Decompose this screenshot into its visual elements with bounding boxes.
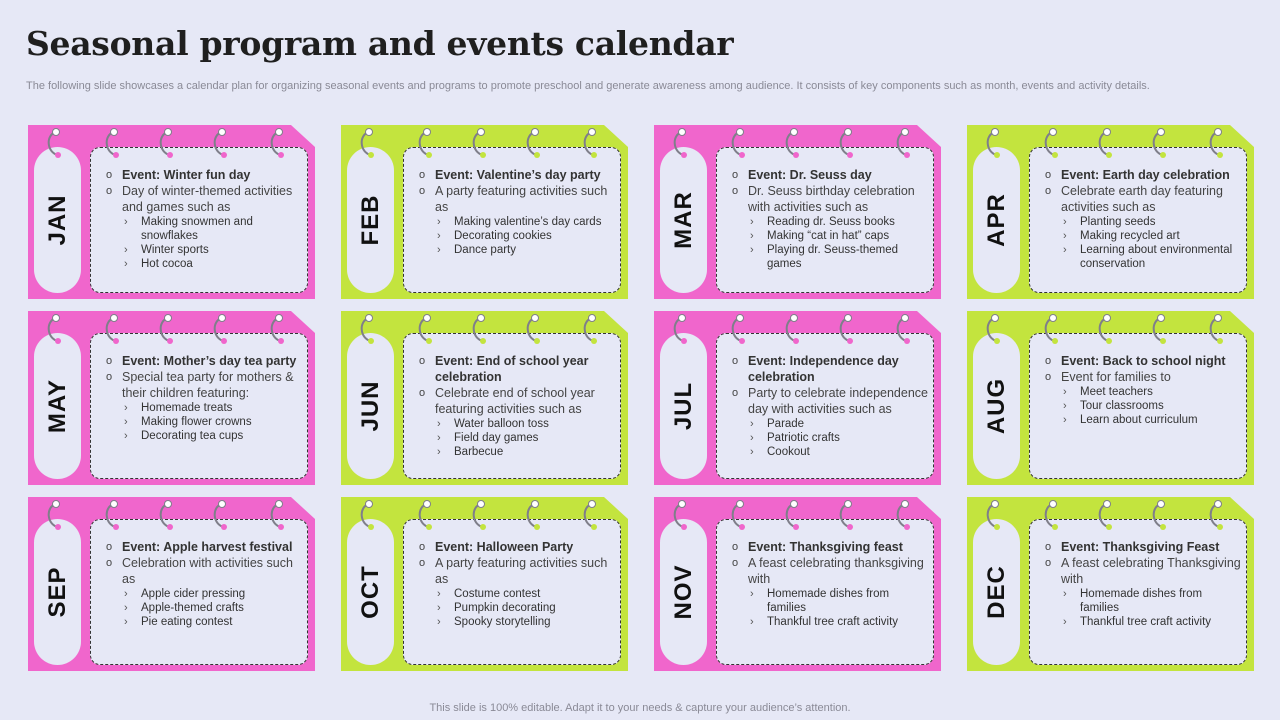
event-details [1043, 353, 1243, 427]
event-row [1043, 539, 1243, 555]
month-pill [973, 519, 1020, 665]
activity-item [730, 215, 930, 229]
chevron-right-icon: › [437, 230, 441, 242]
circle-bullet-icon: o [1045, 185, 1052, 197]
month-label: JAN [43, 194, 71, 246]
month-label: FEB [356, 194, 384, 246]
activity-label: Water balloon toss [454, 418, 549, 430]
event-description: Dr. Seuss birthday celebration with activities such as [748, 184, 915, 214]
month-card-mar [654, 125, 941, 299]
activity-item [104, 243, 304, 257]
activity-label: Homemade dishes from families [767, 588, 890, 614]
circle-bullet-icon: o [419, 541, 426, 553]
chevron-right-icon: › [750, 230, 754, 242]
event-details [104, 167, 304, 271]
event-description: A feast celebrating thanksgiving with [748, 556, 924, 586]
chevron-right-icon: › [750, 216, 754, 228]
month-label: JUN [356, 380, 384, 432]
month-pill [660, 147, 707, 293]
page-title: Seasonal program and events calendar [26, 24, 734, 63]
month-card-nov [654, 497, 941, 671]
activity-label: Making recycled art [1080, 230, 1180, 242]
event-description: Celebration with activities such as [122, 556, 293, 586]
month-pill [973, 333, 1020, 479]
activity-item [417, 601, 617, 615]
activity-label: Pie eating contest [141, 616, 233, 628]
chevron-right-icon: › [124, 216, 128, 228]
event-description: Day of winter-themed activities and games such as [122, 184, 293, 214]
event-description: Celebrate earth day featuring activities such as [1061, 184, 1223, 214]
chevron-right-icon: › [437, 616, 441, 628]
month-pill [347, 519, 394, 665]
chevron-right-icon: › [1063, 216, 1067, 228]
activity-label: Meet teachers [1080, 386, 1153, 398]
month-label: NOV [669, 564, 697, 620]
activity-item [104, 615, 304, 629]
description-row [417, 555, 617, 587]
event-description: Celebrate end of school year featuring activities such as [435, 386, 595, 416]
circle-bullet-icon: o [732, 355, 739, 367]
event-title: Event: Halloween Party [435, 540, 574, 554]
activity-item [730, 615, 930, 629]
event-row [417, 353, 617, 385]
activity-item [417, 445, 617, 459]
event-row [730, 167, 930, 183]
circle-bullet-icon: o [106, 355, 113, 367]
event-description: A feast celebrating Thanksgiving with [1061, 556, 1241, 586]
month-card-oct [341, 497, 628, 671]
activity-label: Thankful tree craft activity [767, 616, 899, 628]
circle-bullet-icon: o [106, 541, 113, 553]
month-label: MAR [669, 191, 697, 249]
activity-item [1043, 215, 1243, 229]
chevron-right-icon: › [750, 244, 754, 256]
activity-item [104, 587, 304, 601]
activity-item [417, 215, 617, 229]
event-title: Event: Valentine’s day party [435, 168, 601, 182]
activity-label: Cookout [767, 446, 810, 458]
event-details [730, 167, 930, 271]
circle-bullet-icon: o [106, 185, 113, 197]
description-row [730, 385, 930, 417]
chevron-right-icon: › [1063, 400, 1067, 412]
chevron-right-icon: › [124, 402, 128, 414]
event-title: Event: Back to school night [1061, 354, 1226, 368]
circle-bullet-icon: o [106, 557, 113, 569]
chevron-right-icon: › [1063, 588, 1067, 600]
activity-item [104, 257, 304, 271]
month-card-jun [341, 311, 628, 485]
event-row [104, 167, 304, 183]
activity-item [1043, 413, 1243, 427]
event-row [1043, 167, 1243, 183]
activity-label: Decorating cookies [454, 230, 552, 242]
activity-label: Parade [767, 418, 805, 430]
event-description: Event for families to [1061, 370, 1171, 384]
activity-item [104, 401, 304, 415]
activity-label: Apple-themed crafts [141, 602, 244, 614]
month-card-may [28, 311, 315, 485]
activity-label: Planting seeds [1080, 216, 1156, 228]
month-pill [973, 147, 1020, 293]
month-label: MAY [43, 378, 71, 434]
chevron-right-icon: › [124, 244, 128, 256]
month-pill [34, 147, 81, 293]
chevron-right-icon: › [1063, 244, 1067, 256]
activity-label: Field day games [454, 432, 539, 444]
activity-label: Learn about curriculum [1080, 414, 1198, 426]
chevron-right-icon: › [437, 446, 441, 458]
activity-label: Making snowmen and snowflakes [141, 216, 253, 242]
circle-bullet-icon: o [732, 541, 739, 553]
chevron-right-icon: › [437, 216, 441, 228]
chevron-right-icon: › [124, 430, 128, 442]
activity-item [417, 587, 617, 601]
activity-label: Playing dr. Seuss-themed games [767, 244, 899, 270]
event-title: Event: Winter fun day [122, 168, 251, 182]
month-pill [347, 333, 394, 479]
month-label: OCT [356, 565, 384, 619]
circle-bullet-icon: o [419, 185, 426, 197]
activity-label: Barbecue [454, 446, 504, 458]
month-card-jul [654, 311, 941, 485]
chevron-right-icon: › [124, 602, 128, 614]
event-row [417, 167, 617, 183]
event-title: Event: Thanksgiving Feast [1061, 540, 1220, 554]
event-details [417, 539, 617, 629]
activity-item [1043, 229, 1243, 243]
activity-item [104, 215, 304, 243]
footer-note: This slide is 100% editable. Adapt it to your needs & capture your audience’s attention. [429, 702, 851, 714]
chevron-right-icon: › [437, 602, 441, 614]
month-label: AUG [982, 377, 1010, 435]
activity-label: Thankful tree craft activity [1080, 616, 1212, 628]
month-label: APR [982, 193, 1010, 247]
activity-label: Spooky storytelling [454, 616, 551, 628]
activity-item [730, 445, 930, 459]
event-title: Event: Earth day celebration [1061, 168, 1230, 182]
description-row [1043, 369, 1243, 385]
activity-item [417, 431, 617, 445]
chevron-right-icon: › [750, 616, 754, 628]
event-title: Event: Apple harvest festival [122, 540, 293, 554]
event-details [104, 353, 304, 443]
event-title: Event: Mother’s day tea party [122, 354, 297, 368]
circle-bullet-icon: o [106, 371, 113, 383]
activity-label: Homemade dishes from families [1080, 588, 1203, 614]
chevron-right-icon: › [1063, 616, 1067, 628]
activity-item [730, 417, 930, 431]
activity-item [730, 243, 930, 271]
activity-label: Patriotic crafts [767, 432, 840, 444]
circle-bullet-icon: o [732, 169, 739, 181]
description-row [417, 183, 617, 215]
circle-bullet-icon: o [732, 185, 739, 197]
activity-label: Making “cat in hat” caps [767, 230, 890, 242]
activity-item [1043, 385, 1243, 399]
page-subtitle: The following slide showcases a calendar plan for organizing seasonal events and programs to promote preschool and generate awareness among audience. It consists of key components such as month, events and activity details. [26, 80, 1150, 92]
event-title: Event: Dr. Seuss day [748, 168, 872, 182]
activity-label: Making valentine’s day cards [454, 216, 602, 228]
description-row [1043, 183, 1243, 215]
month-card-aug [967, 311, 1254, 485]
chevron-right-icon: › [437, 588, 441, 600]
chevron-right-icon: › [750, 588, 754, 600]
activity-label: Reading dr. Seuss books [767, 216, 895, 228]
chevron-right-icon: › [124, 258, 128, 270]
circle-bullet-icon: o [732, 557, 739, 569]
month-card-sep [28, 497, 315, 671]
activity-item [104, 415, 304, 429]
month-pill [660, 519, 707, 665]
activity-label: Winter sports [141, 244, 209, 256]
activity-label: Tour classrooms [1080, 400, 1164, 412]
event-details [1043, 167, 1243, 271]
event-row [730, 539, 930, 555]
month-card-jan [28, 125, 315, 299]
activity-item [1043, 615, 1243, 629]
circle-bullet-icon: o [1045, 557, 1052, 569]
activity-item [417, 417, 617, 431]
description-row [104, 183, 304, 215]
month-pill [34, 519, 81, 665]
circle-bullet-icon: o [1045, 371, 1052, 383]
description-row [104, 555, 304, 587]
chevron-right-icon: › [750, 446, 754, 458]
event-description: A party featuring activities such as [435, 184, 608, 214]
activity-label: Apple cider pressing [141, 588, 246, 600]
event-description: Party to celebrate independence day with activities such as [748, 386, 928, 416]
activity-item [417, 615, 617, 629]
activity-item [730, 587, 930, 615]
chevron-right-icon: › [1063, 386, 1067, 398]
description-row [730, 183, 930, 215]
activity-item [417, 243, 617, 257]
event-title: Event: End of school year celebration [435, 354, 589, 384]
chevron-right-icon: › [437, 432, 441, 444]
circle-bullet-icon: o [1045, 169, 1052, 181]
month-label: JUL [669, 381, 697, 431]
activity-item [1043, 243, 1243, 271]
event-row [417, 539, 617, 555]
activity-label: Costume contest [454, 588, 541, 600]
chevron-right-icon: › [437, 418, 441, 430]
chevron-right-icon: › [124, 588, 128, 600]
event-details [730, 353, 930, 459]
event-row [104, 539, 304, 555]
circle-bullet-icon: o [419, 355, 426, 367]
event-description: A party featuring activities such as [435, 556, 608, 586]
circle-bullet-icon: o [1045, 355, 1052, 367]
activity-item [1043, 587, 1243, 615]
event-row [1043, 353, 1243, 369]
month-pill [347, 147, 394, 293]
chevron-right-icon: › [124, 616, 128, 628]
chevron-right-icon: › [1063, 414, 1067, 426]
event-details [730, 539, 930, 629]
activity-label: Making flower crowns [141, 416, 252, 428]
circle-bullet-icon: o [419, 387, 426, 399]
activity-label: Homemade treats [141, 402, 233, 414]
circle-bullet-icon: o [106, 169, 113, 181]
month-card-dec [967, 497, 1254, 671]
month-pill [660, 333, 707, 479]
event-description: Special tea party for mothers & their children featuring: [122, 370, 294, 400]
event-title: Event: Independence day celebration [748, 354, 899, 384]
month-card-apr [967, 125, 1254, 299]
circle-bullet-icon: o [1045, 541, 1052, 553]
event-details [417, 353, 617, 459]
description-row [104, 369, 304, 401]
activity-label: Hot cocoa [141, 258, 193, 270]
description-row [1043, 555, 1243, 587]
chevron-right-icon: › [437, 244, 441, 256]
activity-label: Pumpkin decorating [454, 602, 556, 614]
activity-label: Dance party [454, 244, 517, 256]
circle-bullet-icon: o [419, 557, 426, 569]
chevron-right-icon: › [750, 432, 754, 444]
event-title: Event: Thanksgiving feast [748, 540, 903, 554]
event-details [1043, 539, 1243, 629]
month-card-feb [341, 125, 628, 299]
activity-item [730, 229, 930, 243]
chevron-right-icon: › [1063, 230, 1067, 242]
event-details [417, 167, 617, 257]
activity-item [104, 429, 304, 443]
activity-item [104, 601, 304, 615]
event-row [730, 353, 930, 385]
month-pill [34, 333, 81, 479]
chevron-right-icon: › [750, 418, 754, 430]
description-row [417, 385, 617, 417]
description-row [730, 555, 930, 587]
activity-item [730, 431, 930, 445]
circle-bullet-icon: o [419, 169, 426, 181]
activity-item [1043, 399, 1243, 413]
month-label: SEP [43, 566, 71, 618]
event-details [104, 539, 304, 629]
circle-bullet-icon: o [732, 387, 739, 399]
month-label: DEC [982, 565, 1010, 619]
activity-label: Decorating tea cups [141, 430, 244, 442]
event-row [104, 353, 304, 369]
activity-item [417, 229, 617, 243]
chevron-right-icon: › [124, 416, 128, 428]
activity-label: Learning about environmental conservation [1080, 244, 1233, 270]
